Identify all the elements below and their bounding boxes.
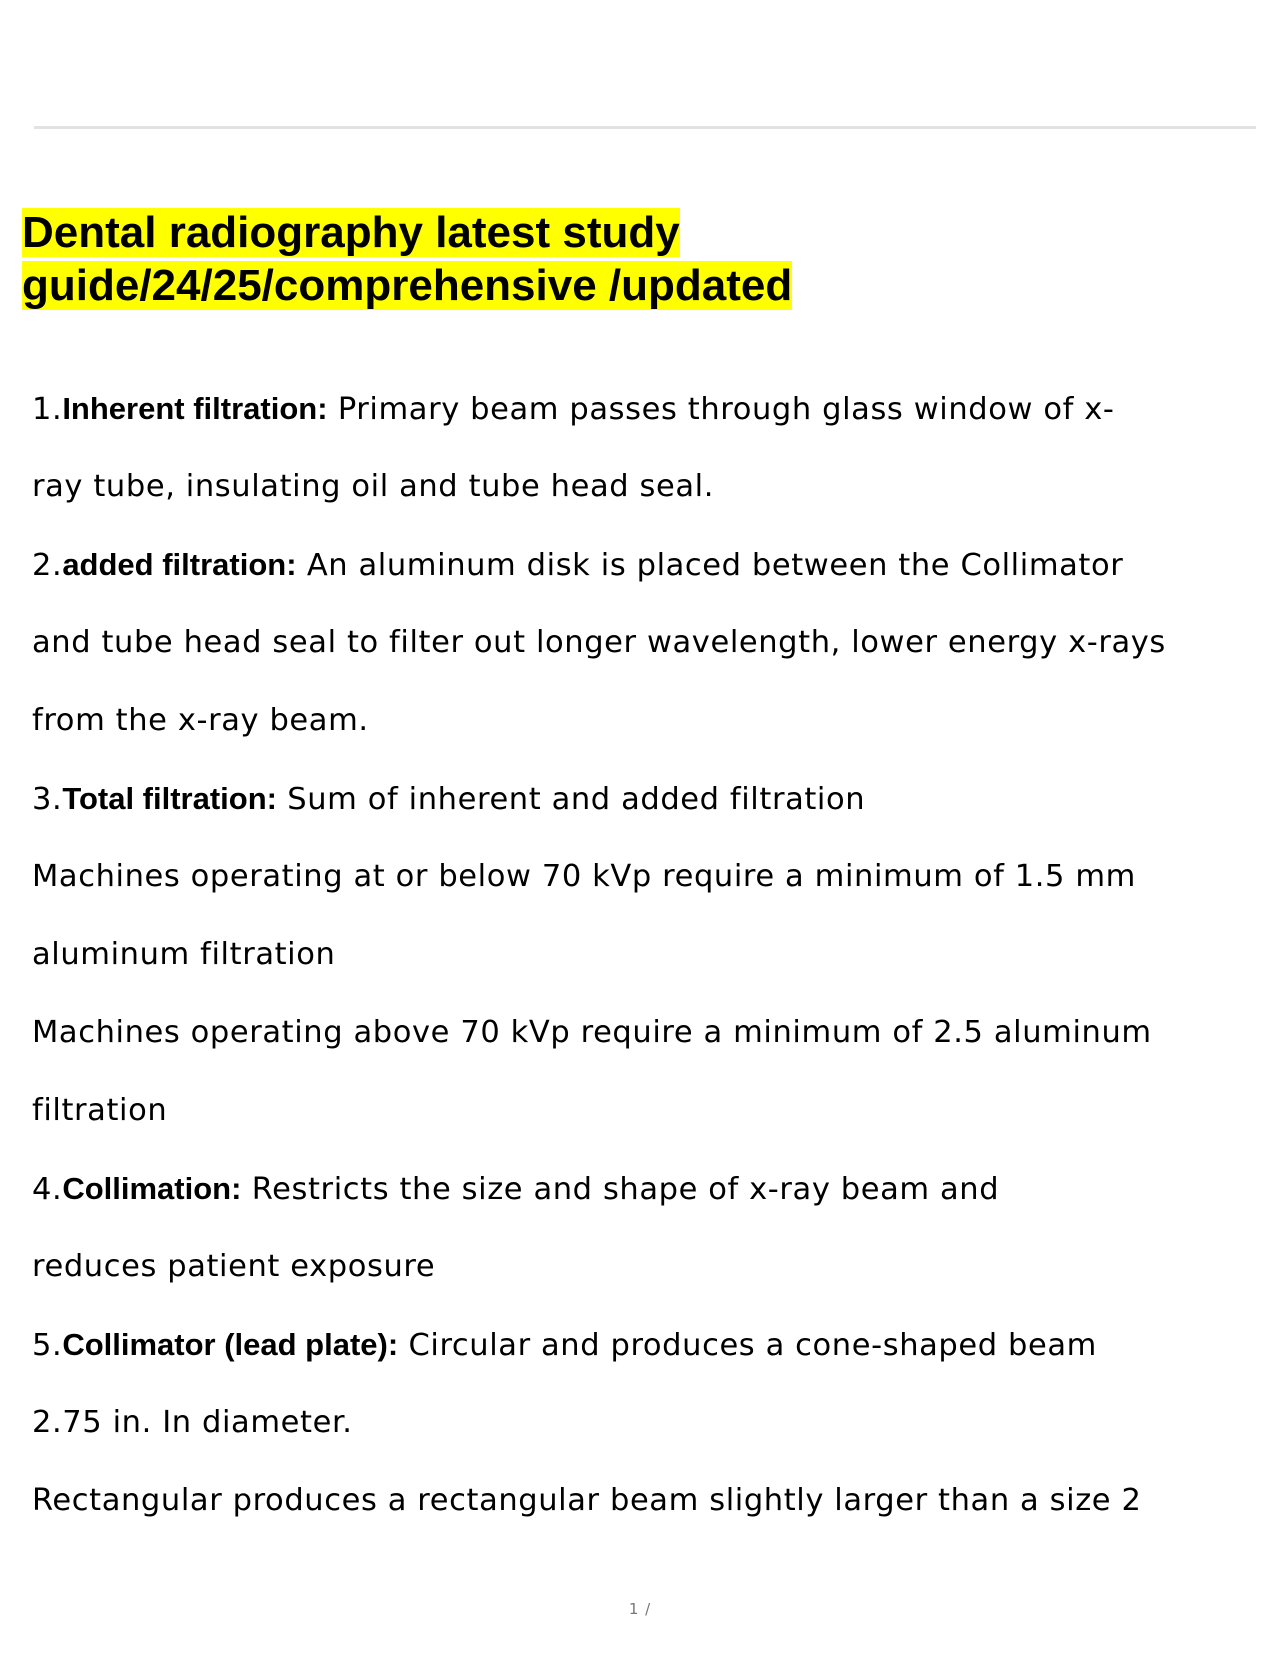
text-line (32, 389, 1252, 467)
line-text: 2.75 in. In diameter. (32, 1405, 353, 1440)
title-line-1: Dental radiography latest study (22, 208, 680, 257)
line-text: aluminum filtration (32, 937, 336, 972)
text-line (32, 545, 1252, 623)
text-line (32, 1169, 1252, 1247)
line-text: Sum of inherent and added filtration (276, 782, 866, 817)
item-number: 5. (32, 1328, 63, 1363)
line-text: Primary beam passes through glass window of x- (327, 392, 1115, 427)
item-term: Total filtration: (62, 781, 277, 816)
item-term: Collimator (lead plate): (62, 1327, 399, 1362)
line-text: and tube head seal to filter out longer wavelength, lower energy x-rays (32, 625, 1166, 660)
item-number: 1. (32, 392, 63, 427)
line-text: from the x-ray beam. (32, 703, 369, 738)
text-line (32, 623, 1252, 701)
item-term: added filtration: (62, 547, 297, 582)
header-divider (34, 126, 1256, 129)
text-line (32, 1013, 1252, 1091)
document-title (22, 206, 792, 312)
line-text: Restricts the size and shape of x-ray beam and (241, 1172, 1000, 1207)
item-number: 3. (32, 782, 63, 817)
item-term: Collimation: (62, 1171, 242, 1206)
line-text: ray tube, insulating oil and tube head seal. (32, 469, 715, 504)
text-line (32, 1481, 1252, 1559)
text-line (32, 1403, 1252, 1481)
item-number: 2. (32, 548, 63, 583)
document-body (32, 389, 1252, 1559)
line-text: Circular and produces a cone-shaped beam (398, 1328, 1097, 1363)
text-line (32, 467, 1252, 545)
line-text: Rectangular produces a rectangular beam slightly larger than a size 2 (32, 1483, 1142, 1518)
title-line-2: guide/24/25/comprehensive /updated (22, 261, 793, 310)
line-text: filtration (32, 1093, 168, 1128)
text-line (32, 779, 1252, 857)
line-text: Machines operating above 70 kVp require a minimum of 2.5 aluminum (32, 1015, 1152, 1050)
text-line (32, 1247, 1252, 1325)
text-line (32, 1325, 1252, 1403)
page-number: 1 / (628, 1600, 652, 1618)
item-number: 4. (32, 1172, 63, 1207)
line-text: An aluminum disk is placed between the Collimator (296, 548, 1124, 583)
line-text: reduces patient exposure (32, 1249, 436, 1284)
text-line (32, 857, 1252, 935)
text-line (32, 701, 1252, 779)
text-line (32, 1091, 1252, 1169)
line-text: Machines operating at or below 70 kVp require a minimum of 1.5 mm (32, 859, 1136, 894)
text-line (32, 935, 1252, 1013)
item-term: Inherent filtration: (62, 391, 328, 426)
